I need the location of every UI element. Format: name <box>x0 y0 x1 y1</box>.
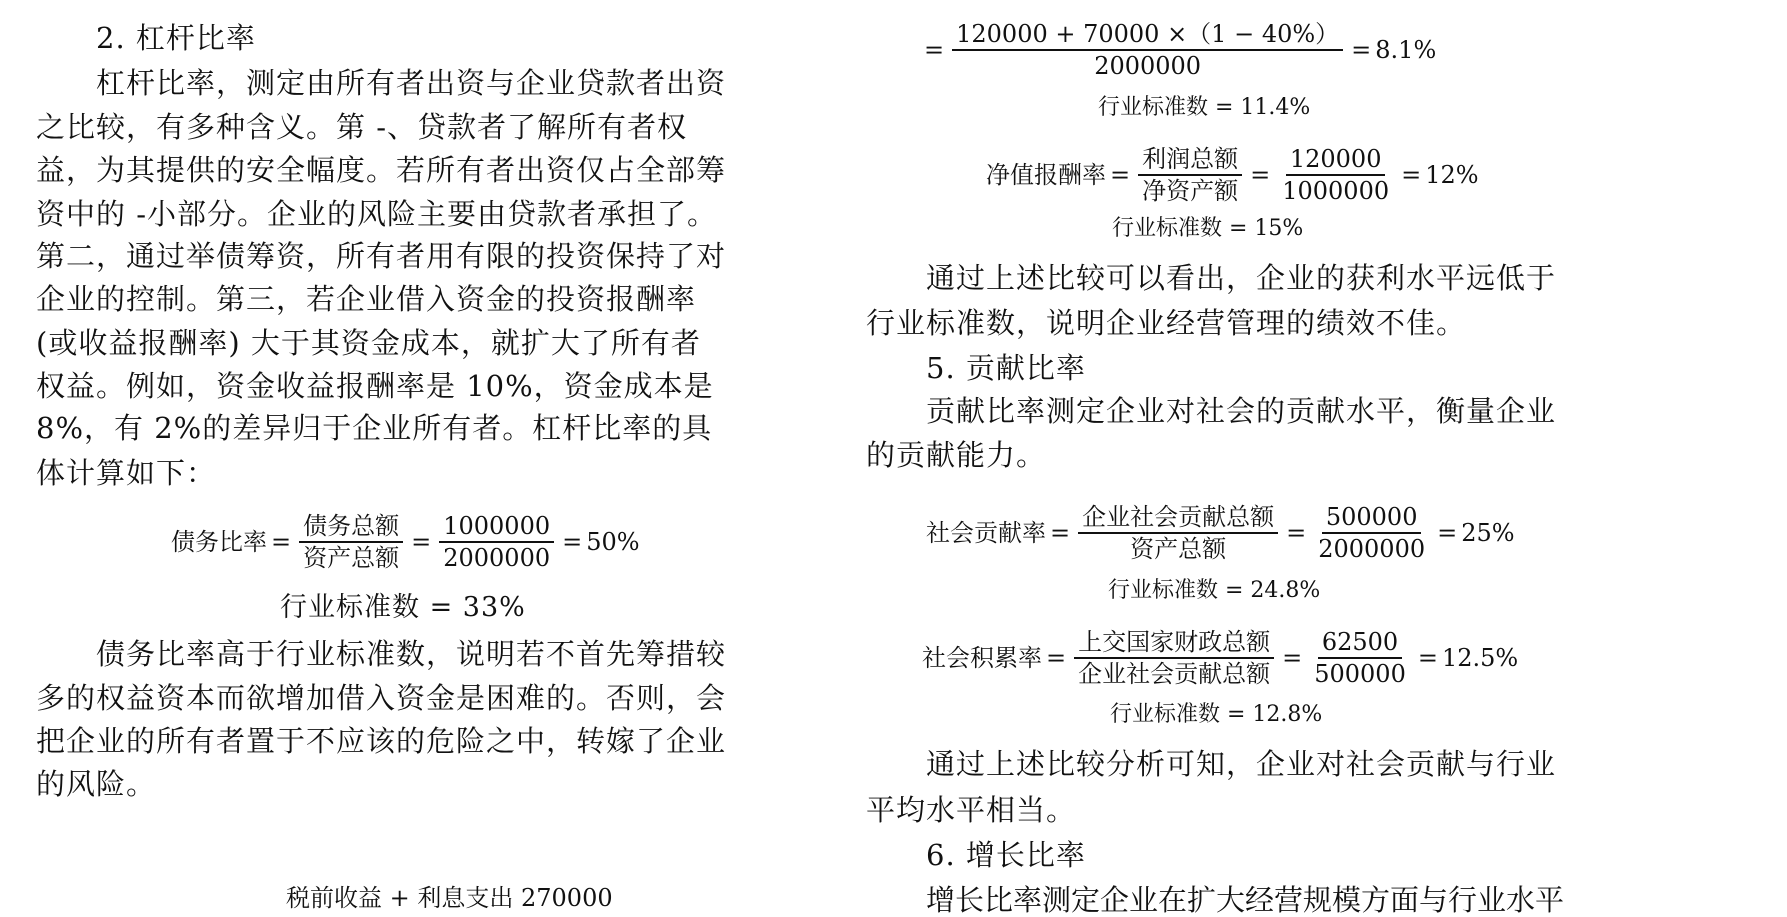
numerator: 上交国家财政总额 <box>1074 628 1274 659</box>
formula-label: 社会积累率 <box>922 644 1042 672</box>
equals-sign: = <box>1250 161 1271 189</box>
paragraph-line: 体计算如下： <box>36 456 217 490</box>
denominator: 企业社会贡献总额 <box>1078 660 1271 688</box>
paragraph-line: 8%，有 2%的差异归于企业所有者。杠杆比率的具 <box>36 411 713 445</box>
paragraph-line: 权益。例如，资金收益报酬率是 10%，资金成本是 <box>36 369 714 403</box>
paragraph-line: 多的权益资本而欲增加借入资金是困难的。否则，会 <box>36 681 727 715</box>
paragraph-line: 债务比率高于行业标准数，说明若不首先筹措较 <box>96 637 727 671</box>
asset-return-formula <box>920 20 1436 80</box>
paragraph-line: 行业标准数，说明企业经营管理的绩效不佳。 <box>866 306 1467 340</box>
numerator: 1000000 <box>439 512 554 543</box>
fraction <box>439 512 554 572</box>
numerator: 120000 <box>1286 145 1386 176</box>
paragraph-line: 平均水平相当。 <box>866 793 1077 827</box>
numerator: 企业社会贡献总额 <box>1078 503 1278 534</box>
formula-result: 50% <box>586 528 640 556</box>
industry-standard: 行业标准数 = 15% <box>1112 216 1304 241</box>
paragraph-line: 第二，通过举债筹资，所有者用有限的投资保持了对 <box>36 239 727 273</box>
paragraph-line: 通过上述比较分析可知，企业对社会贡献与行业 <box>926 747 1557 781</box>
fraction <box>1278 145 1393 205</box>
debt-ratio-formula <box>171 512 640 572</box>
numerator: 62500 <box>1318 628 1402 659</box>
paragraph-line: 之比较，有多种含义。第 -、贷款者了解所有者权 <box>36 110 688 144</box>
equals-sign: = <box>1282 644 1303 672</box>
equals-sign: = <box>1046 644 1067 672</box>
equals-sign: = <box>271 528 292 556</box>
equals-sign: = <box>562 528 583 556</box>
fraction <box>1078 503 1278 563</box>
equals-sign: = <box>1351 36 1372 64</box>
denominator: 资产总额 <box>1130 535 1227 563</box>
equals-sign: = <box>1437 519 1458 547</box>
denominator: 2000000 <box>1318 535 1426 563</box>
numerator: 500000 <box>1322 503 1422 534</box>
equals-sign: = <box>1286 519 1307 547</box>
formula-result: 8.1% <box>1375 36 1437 64</box>
denominator: 2000000 <box>443 544 551 572</box>
equals-sign: = <box>411 528 432 556</box>
equals-sign: = <box>924 36 945 64</box>
formula-result: 12% <box>1425 161 1479 189</box>
equals-sign: = <box>1417 644 1438 672</box>
denominator: 2000000 <box>1094 52 1202 80</box>
formula-result: 25% <box>1461 519 1515 547</box>
numerator: 120000 + 70000 ×（1 − 40%） <box>952 20 1343 51</box>
equals-sign: = <box>1110 161 1131 189</box>
industry-standard: 行业标准数 = 11.4% <box>1098 95 1311 120</box>
denominator: 资产总额 <box>303 544 400 572</box>
fraction <box>1314 503 1429 563</box>
roe-formula <box>986 145 1479 205</box>
paragraph-line: 资中的 -小部分。企业的风险主要由贷款者承担了。 <box>36 197 718 231</box>
denominator: 500000 <box>1314 660 1406 688</box>
fraction <box>1074 628 1274 688</box>
section-heading-growth: 6. 增长比率 <box>926 838 1086 872</box>
social-accumulation-formula <box>922 628 1518 688</box>
industry-standard: 行业标准数 = 12.8% <box>1110 702 1323 727</box>
denominator: 净资产额 <box>1142 177 1239 205</box>
paragraph-line: 的风险。 <box>36 767 157 801</box>
paragraph-line: 益，为其提供的安全幅度。若所有者出资仅占全部筹 <box>36 153 727 187</box>
fraction <box>952 20 1343 80</box>
section-heading-contribution: 5. 贡献比率 <box>926 351 1086 385</box>
formula-result: 12.5% <box>1441 644 1519 672</box>
social-contribution-formula <box>926 503 1515 563</box>
formula-label: 社会贡献率 <box>926 519 1046 547</box>
cutoff-formula: 税前收益 + 利息支出 270000 <box>286 884 613 912</box>
industry-standard: 行业标准数 = 33% <box>280 592 526 623</box>
paragraph-line: 把企业的所有者置于不应该的危险之中，转嫁了企业 <box>36 724 727 758</box>
formula-label: 债务比率 <box>171 528 267 556</box>
paragraph-line: 的贡献能力。 <box>866 438 1047 472</box>
formula-label: 净值报酬率 <box>986 161 1106 189</box>
numerator: 债务总额 <box>299 512 403 543</box>
paragraph-line: 通过上述比较可以看出，企业的获利水平远低于 <box>926 261 1557 295</box>
fraction <box>299 512 403 572</box>
paragraph-line: 杠杆比率，测定由所有者出资与企业贷款者出资 <box>96 66 727 100</box>
fraction <box>1310 628 1410 688</box>
paragraph-line: 企业的控制。第三，若企业借入资金的投资报酬率 <box>36 282 697 316</box>
numerator: 利润总额 <box>1138 145 1242 176</box>
industry-standard: 行业标准数 = 24.8% <box>1108 578 1321 603</box>
paragraph-line: 贡献比率测定企业对社会的贡献水平，衡量企业 <box>926 394 1557 428</box>
paragraph-line: (或收益报酬率) 大于其资金成本，就扩大了所有者 <box>36 326 701 360</box>
section-heading-leverage: 2. 杠杆比率 <box>96 21 256 55</box>
equals-sign: = <box>1050 519 1071 547</box>
fraction <box>1138 145 1242 205</box>
denominator: 1000000 <box>1282 177 1390 205</box>
cutoff-paragraph: 增长比率测定企业在扩大经营规模方面与行业水平 <box>926 883 1565 917</box>
equals-sign: = <box>1401 161 1422 189</box>
